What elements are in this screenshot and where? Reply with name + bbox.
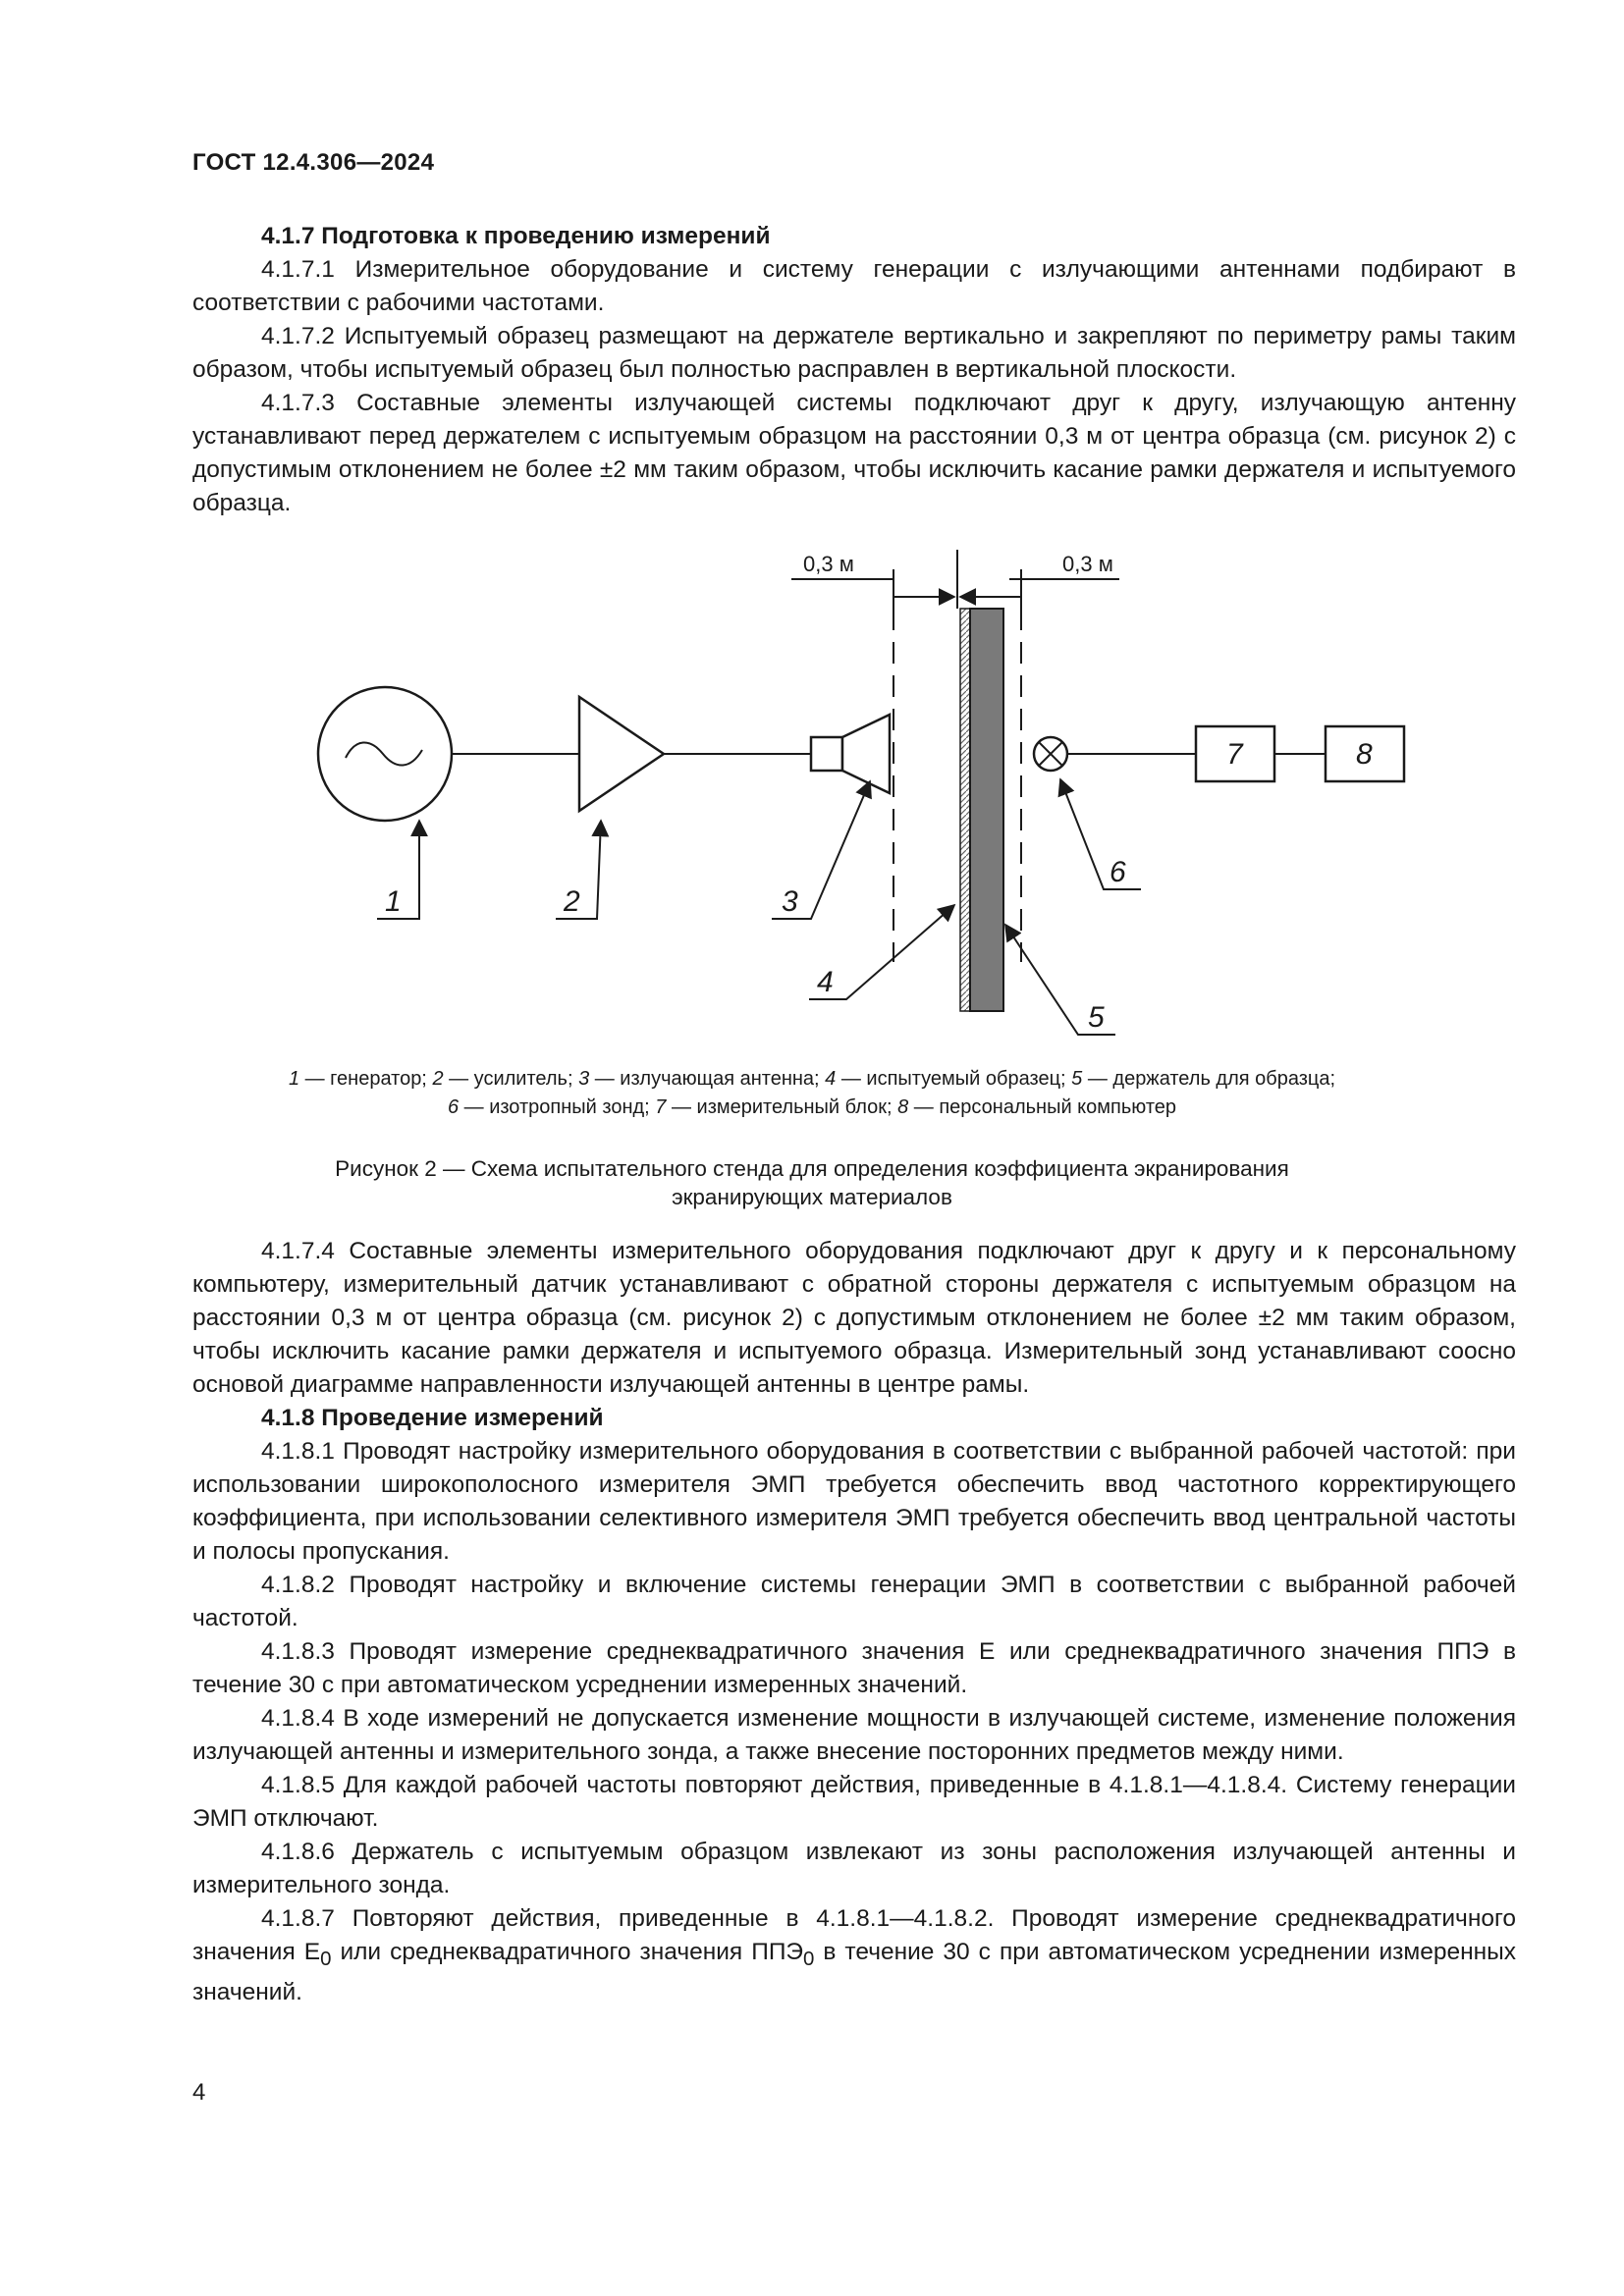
legend-num-2: 2 <box>432 1068 444 1090</box>
paragraph-4-1-8-7-part-c: в течение 30 с при автоматическом усреднении измеренных значений. <box>192 1939 1516 2005</box>
section-preparation <box>192 220 1516 520</box>
dimension-label-left: 0,3 м <box>803 552 854 576</box>
callout-label-6: 6 <box>1110 856 1126 888</box>
legend-text-1: — генератор; <box>299 1068 433 1090</box>
subscript-e0: 0 <box>320 1948 332 1970</box>
paragraph-4-1-8-7 <box>192 1902 1516 2009</box>
legend-text-2: — усилитель; <box>443 1068 579 1090</box>
subscript-ppe0: 0 <box>803 1948 815 1970</box>
legend-text-5: — держатель для образца; <box>1082 1068 1336 1090</box>
generator-symbol <box>318 687 452 821</box>
horn-antenna-symbol <box>842 715 890 793</box>
paragraph-4-1-8-6: 4.1.8.6 Держатель с испытуемым образцом извлекают из зоны расположения излучающей антенны и измерительного зонда. <box>192 1839 1516 1898</box>
section-heading-4-1-7: 4.1.7 Подготовка к проведению измерений <box>261 223 771 249</box>
paragraph-4-1-7-1: 4.1.7.1 Измерительное оборудование и систему генерации с излучающими антеннами подбирают в соответствии с рабочими частотами. <box>192 256 1516 316</box>
legend-num-1: 1 <box>288 1068 300 1090</box>
amplifier-symbol <box>579 697 664 811</box>
callout-label-5: 5 <box>1088 1001 1105 1034</box>
section-heading-4-1-8: 4.1.8 Проведение измерений <box>261 1405 604 1431</box>
sample-holder <box>970 609 1003 1011</box>
paragraph-4-1-8-5: 4.1.8.5 Для каждой рабочей частоты повторяют действия, приведенные в 4.1.8.1—4.1.8.4. Систему генерации ЭМП отключают. <box>192 1772 1516 1832</box>
personal-computer-label: 8 <box>1356 738 1373 771</box>
paragraph-4-1-8-7-part-b: или среднеквадратичного значения ППЭ <box>331 1939 804 1965</box>
paragraph-4-1-7-2: 4.1.7.2 Испытуемый образец размещают на держателе вертикально и закрепляют по периметру рамы таким образом, чтобы испытуемый образец был полностью расправлен в вертикальной плоскости. <box>192 323 1516 383</box>
legend-text-6: — изотропный зонд; <box>459 1096 656 1118</box>
page-header-standard: ГОСТ 12.4.306—2024 <box>192 149 435 176</box>
legend-num-5: 5 <box>1071 1068 1083 1090</box>
legend-num-4: 4 <box>825 1068 837 1090</box>
paragraph-4-1-7-3: 4.1.7.3 Составные элементы излучающей системы подключают друг к другу, излучающую антенну устанавливают перед держателем с испытуемым образцом на расстоянии 0,3 м от центра образца (см. рисунок 2) с допустимым отклонением не более ±2 мм таким образом, чтобы исключить касание рамки держателя и испытуемого образца. <box>192 390 1516 516</box>
page-number: 4 <box>192 2079 206 2106</box>
figure-caption-line-2: экранирующих материалов <box>672 1185 952 1209</box>
antenna-feed <box>811 737 842 771</box>
measuring-unit-label: 7 <box>1226 738 1243 771</box>
section-measurements <box>192 1235 1516 2009</box>
legend-text-8: — персональный компьютер <box>908 1096 1177 1118</box>
legend-num-3: 3 <box>578 1068 590 1090</box>
paragraph-4-1-8-1: 4.1.8.1 Проводят настройку измерительного оборудования в соответствии с выбранной рабочей частотой: при использовании широкополосного измерителя ЭМП требуется обеспечить ввод частотного корректирующего коэффициента, при использовании селективного измерителя ЭМП требуется обеспечить ввод центральной частоты и полосы пропускания. <box>192 1438 1516 1565</box>
legend-line-1 <box>192 1065 1432 1094</box>
callout-label-4: 4 <box>817 966 834 998</box>
test-sample <box>960 609 970 1011</box>
legend-text-4: — испытуемый образец; <box>836 1068 1072 1090</box>
paragraph-4-1-7-4: 4.1.7.4 Составные элементы измерительного оборудования подключают друг к другу и к персональному компьютеру, измерительный датчик устанавливают с обратной стороны держателя с испытуемым образцом на расстоянии 0,3 м от центра образца (см. рисунок 2) с допустимым отклонением не более ±2 мм таким образом, чтобы исключить касание рамки держателя и испытуемого образца. Измерительный зонд устанавливают соосно основой диаграмме направленности излучающей антенны в центре рамы. <box>192 1238 1516 1398</box>
paragraph-4-1-8-2: 4.1.8.2 Проводят настройку и включение системы генерации ЭМП в соответствии с выбранной рабочей частотой. <box>192 1572 1516 1631</box>
figure-caption <box>192 1154 1432 1211</box>
callout-label-2: 2 <box>564 885 580 918</box>
paragraph-4-1-8-7-part-a: 4.1.8.7 Повторяют действия, приведенные в 4.1.8.1—4.1.8.2. Проводят измерение среднеквадратичного значения Е <box>192 1905 1516 1965</box>
legend-line-2 <box>192 1094 1432 1122</box>
legend-num-8: 8 <box>897 1096 909 1118</box>
legend-text-7: — измерительный блок; <box>666 1096 898 1118</box>
paragraph-4-1-8-4: 4.1.8.4 В ходе измерений не допускается изменение мощности в излучающей системе, изменение положения излучающей антенны и измерительного зонда, а также внесение посторонних предметов между ними. <box>192 1705 1516 1765</box>
paragraph-4-1-8-3: 4.1.8.3 Проводят измерение среднеквадратичного значения Е или среднеквадратичного значения ППЭ в течение 30 с при автоматическом усреднении измеренных значений. <box>192 1638 1516 1698</box>
figure-2-test-bench-diagram <box>0 550 1624 1060</box>
figure-caption-line-1: Рисунок 2 — Схема испытательного стенда для определения коэффициента экранирования <box>335 1156 1289 1181</box>
leader-line-6 <box>1060 779 1141 889</box>
legend-num-6: 6 <box>447 1096 460 1118</box>
figure-legend <box>192 1065 1432 1122</box>
callout-label-3: 3 <box>782 885 798 918</box>
legend-text-3: — излучающая антенна; <box>589 1068 826 1090</box>
dimension-label-right: 0,3 м <box>1062 552 1113 576</box>
legend-num-7: 7 <box>655 1096 667 1118</box>
callout-label-1: 1 <box>385 885 402 918</box>
